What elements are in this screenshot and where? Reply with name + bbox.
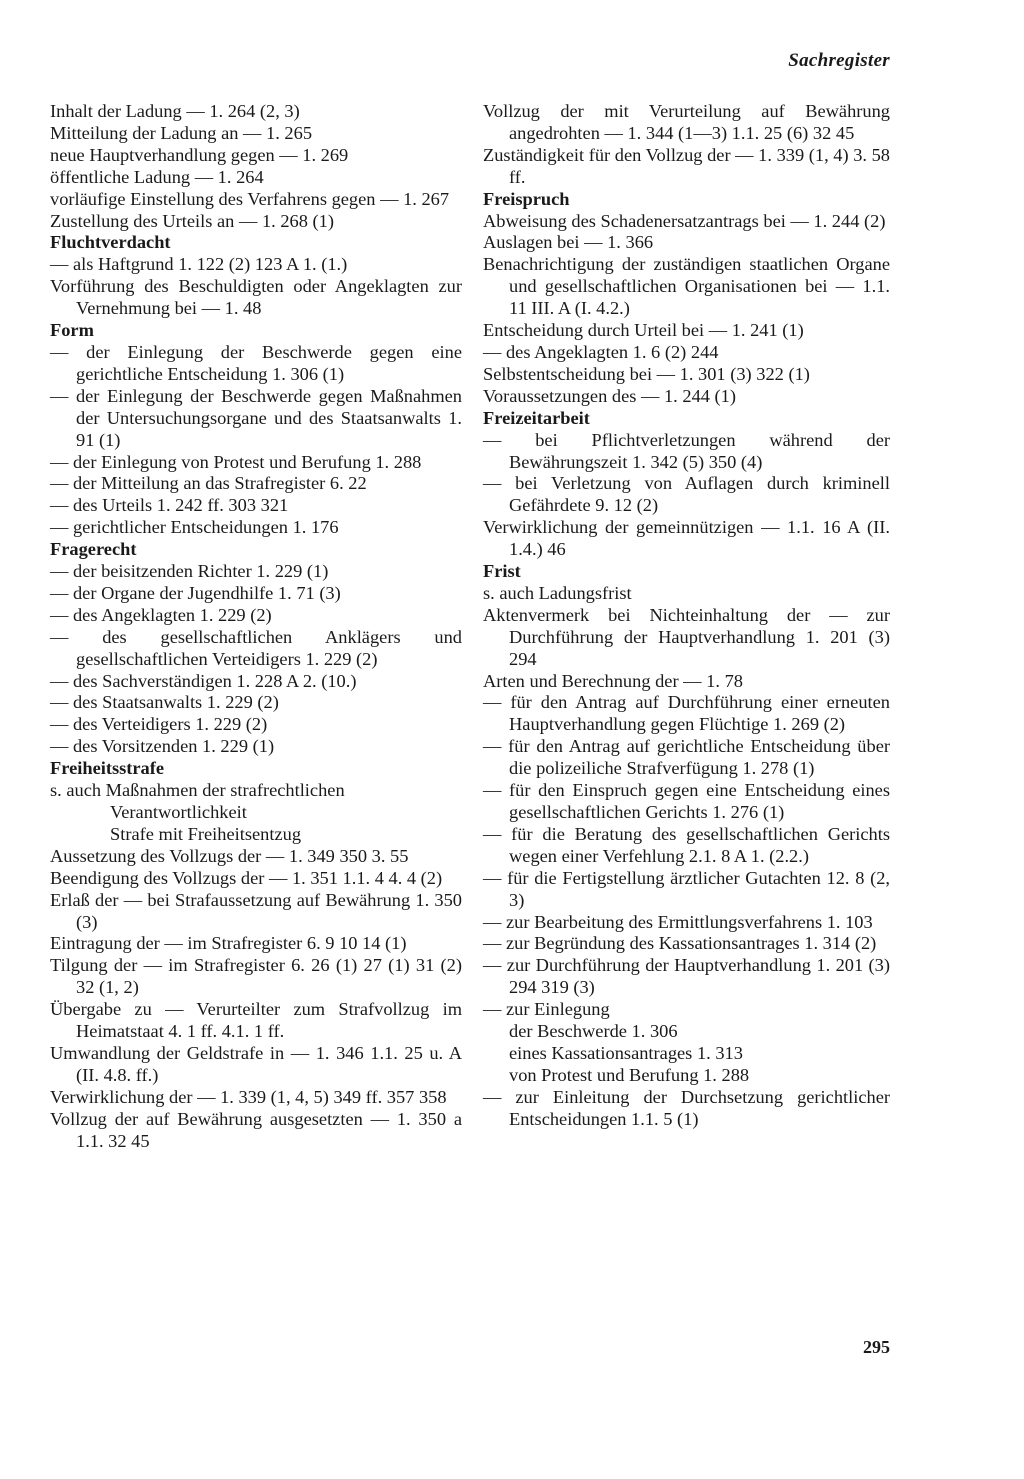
index-heading: Fragerecht xyxy=(50,539,137,560)
index-heading: Form xyxy=(50,320,94,341)
index-entry: — des Vorsitzenden 1. 229 (1) xyxy=(50,736,275,757)
running-header: Sachregister xyxy=(788,50,890,71)
index-entry: vorläufige Einstellung des Verfahrens gegen — 1. 267 xyxy=(50,188,450,209)
index-entry: — des gesellschaftlichen Anklägers und gesellschaftlichen Verteidigers 1. 229 (2) xyxy=(50,626,462,669)
index-entry: Erlaß der — bei Strafaussetzung auf Bewährung 1. 350 (3) xyxy=(50,889,462,932)
index-entry: — des Sachverständigen 1. 228 A 2. (10.) xyxy=(50,670,357,691)
index-entry: Beendigung des Vollzugs der — 1. 351 1.1. 4 4. 4 (2) xyxy=(50,867,443,888)
page-number: 295 xyxy=(863,1337,890,1357)
index-heading: Freispruch xyxy=(483,188,570,209)
index-entry: s. auch Ladungsfrist xyxy=(483,582,632,603)
index-entry: s. auch Maßnahmen der strafrechtlichen xyxy=(50,780,345,801)
index-entry: — für den Antrag auf Durchführung einer erneuten Hauptverhandlung gegen Flüchtige 1. 269 (2) xyxy=(483,692,890,735)
index-entry: öffentliche Ladung — 1. 264 xyxy=(50,166,264,187)
index-entry: — zur Einleitung der Durchsetzung gerichtlicher Entscheidungen 1.1. 5 (1) xyxy=(483,1086,890,1129)
index-entry: — als Haftgrund 1. 122 (2) 123 A 1. (1.) xyxy=(50,254,348,275)
index-entry: — für die Beratung des gesellschaftlichen Gerichts wegen einer Verfehlung 2.1. 8 A 1. (2.2.) xyxy=(483,823,890,866)
index-entry: Aussetzung des Vollzugs der — 1. 349 350 3. 55 xyxy=(50,845,409,866)
index-entry: — der Organe der Jugendhilfe 1. 71 (3) xyxy=(50,582,341,603)
index-entry: Übergabe zu — Verurteilter zum Strafvollzug im Heimatstaat 4. 1 ff. 4.1. 1 ff. xyxy=(50,999,462,1042)
index-entry: Zuständigkeit für den Vollzug der — 1. 339 (1, 4) 3. 58 ff. xyxy=(483,144,890,187)
index-entry: Selbstentscheidung bei — 1. 301 (3) 322 (1) xyxy=(483,363,810,384)
index-entry: — der Einlegung der Beschwerde gegen Maßnahmen der Untersuchungsorgane und des Staatsanwalts 1. 91 (1) xyxy=(50,385,462,450)
index-entry: Aktenvermerk bei Nichteinhaltung der — zur Durchführung der Hauptverhandlung 1. 201 (3) 294 xyxy=(483,604,890,669)
index-entry: — für den Einspruch gegen eine Entscheidung eines gesellschaftlichen Gerichts 1. 276 (1) xyxy=(483,780,890,822)
index-column-right xyxy=(483,101,890,1131)
index-entry: Entscheidung durch Urteil bei — 1. 241 (1) xyxy=(483,320,804,341)
index-entry: — für die Fertigstellung ärztlicher Gutachten 12. 8 (2, 3) xyxy=(483,867,890,910)
index-entry: Benachrichtigung der zuständigen staatlichen Organe und gesellschaftlichen Organisationen bei — 1.1. 11 III. A (I. 4.2.) xyxy=(483,254,890,319)
index-entry: Auslagen bei — 1. 366 xyxy=(483,232,654,253)
index-entry: — des Angeklagten 1. 229 (2) xyxy=(50,604,272,625)
index-entry: neue Hauptverhandlung gegen — 1. 269 xyxy=(50,144,349,165)
index-entry: — der beisitzenden Richter 1. 229 (1) xyxy=(50,561,329,582)
index-entry: — zur Durchführung der Hauptverhandlung 1. 201 (3) 294 319 (3) xyxy=(483,955,890,998)
index-entry: Eintragung der — im Strafregister 6. 9 10 14 (1) xyxy=(50,933,407,954)
index-subentry: von Protest und Berufung 1. 288 xyxy=(509,1064,750,1085)
index-column-left xyxy=(50,101,462,1153)
index-heading: Fluchtverdacht xyxy=(50,232,171,253)
index-entry: Umwandlung der Geldstrafe in — 1. 346 1.1. 25 u. A (II. 4.8. ff.) xyxy=(50,1042,462,1085)
index-entry: — des Staatsanwalts 1. 229 (2) xyxy=(50,692,279,713)
index-entry: Arten und Berechnung der — 1. 78 xyxy=(483,670,743,691)
index-entry: Verwirklichung der — 1. 339 (1, 4, 5) 349 ff. 357 358 xyxy=(50,1086,447,1107)
index-subentry: Verantwortlichkeit xyxy=(110,802,247,822)
index-entry: — des Verteidigers 1. 229 (2) xyxy=(50,714,268,735)
index-subentry: der Beschwerde 1. 306 xyxy=(509,1021,678,1042)
index-entry: — der Einlegung von Protest und Berufung 1. 288 xyxy=(50,451,422,472)
index-entry: — bei Pflichtverletzungen während der Bewährungszeit 1. 342 (5) 350 (4) xyxy=(483,429,890,472)
index-entry: Verwirklichung der gemeinnützigen — 1.1. 16 A (II. 1.4.) 46 xyxy=(483,517,890,560)
index-entry: — des Urteils 1. 242 ff. 303 321 xyxy=(50,495,289,516)
index-entry: — der Einlegung der Beschwerde gegen eine gerichtliche Entscheidung 1. 306 (1) xyxy=(50,341,462,384)
index-entry: — zur Bearbeitung des Ermittlungsverfahrens 1. 103 xyxy=(483,911,873,932)
index-entry: Inhalt der Ladung — 1. 264 (2, 3) xyxy=(50,101,300,121)
index-entry: — der Mitteilung an das Strafregister 6. 22 xyxy=(50,473,367,494)
index-heading: Frist xyxy=(483,561,521,582)
index-entry: — bei Verletzung von Auflagen durch kriminell Gefährdete 9. 12 (2) xyxy=(483,473,890,516)
index-entry: Zustellung des Urteils an — 1. 268 (1) xyxy=(50,210,334,231)
index-entry: — für den Antrag auf gerichtliche Entscheidung über die polizeiliche Strafverfügung 1. 278 (1) xyxy=(483,736,890,779)
index-entry: Mitteilung der Ladung an — 1. 265 xyxy=(50,122,313,143)
index-entry: — des Angeklagten 1. 6 (2) 244 xyxy=(483,341,719,362)
index-entry: Abweisung des Schadenersatzantrags bei — 1. 244 (2) xyxy=(483,210,886,231)
index-subentry: eines Kassationsantrages 1. 313 xyxy=(509,1042,743,1063)
index-heading: Freiheitsstrafe xyxy=(50,758,165,779)
index-heading: Freizeitarbeit xyxy=(483,407,590,428)
index-entry: Vollzug der mit Verurteilung auf Bewährung angedrohten — 1. 344 (1—3) 1.1. 25 (6) 32 45 xyxy=(483,101,890,143)
index-subentry: Strafe mit Freiheitsentzug xyxy=(110,823,302,844)
index-entry: Vollzug der auf Bewährung ausgesetzten — 1. 350 a 1.1. 32 45 xyxy=(50,1108,462,1151)
index-entry: — zur Begründung des Kassationsantrages 1. 314 (2) xyxy=(483,933,877,954)
index-entry: — zur Einlegung xyxy=(483,999,610,1020)
index-entry: Vorführung des Beschuldigten oder Angeklagten zur Vernehmung bei — 1. 48 xyxy=(50,276,462,319)
index-entry: Voraussetzungen des — 1. 244 (1) xyxy=(483,385,736,406)
index-entry: Tilgung der — im Strafregister 6. 26 (1) 27 (1) 31 (2) 32 (1, 2) xyxy=(50,955,462,998)
index-entry: — gerichtlicher Entscheidungen 1. 176 xyxy=(50,517,339,538)
